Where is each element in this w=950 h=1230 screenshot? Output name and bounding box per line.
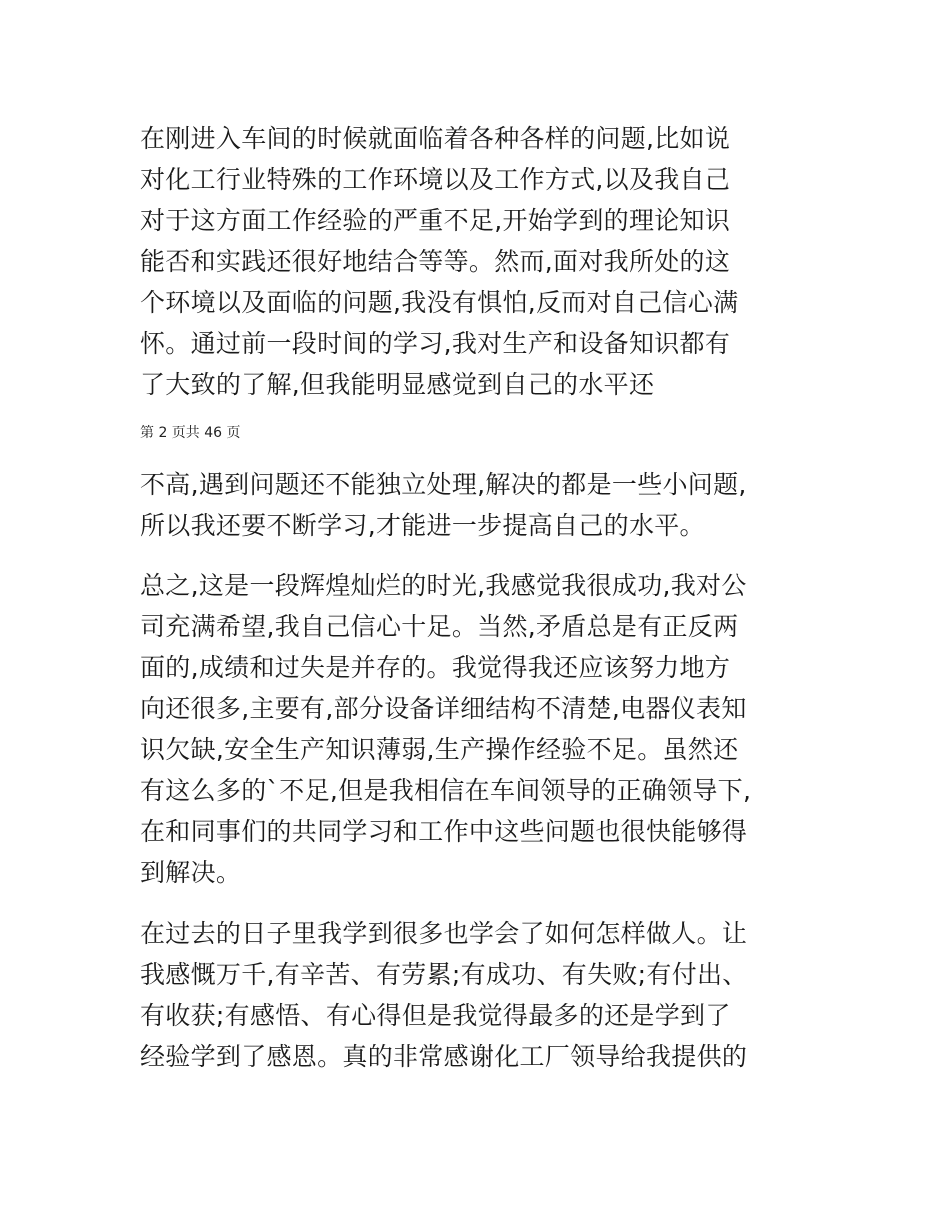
text-line: 了大致的了解,但我能明显感觉到自己的水平还 (140, 370, 655, 399)
text-line: 面的,成绩和过失是并存的。我觉得我还应该努力地方 (140, 653, 731, 682)
text-line: 经验学到了感恩。真的非常感谢化工厂领导给我提供的 (140, 1042, 748, 1071)
text-line: 总之,这是一段辉煌灿烂的时光,我感觉我很成功,我对公 (140, 571, 747, 600)
text-line: 所以我还要不断学习,才能进一步提高自己的水平。 (140, 511, 705, 540)
text-line: 在刚进入车间的时候就面临着各种各样的问题,比如说 (140, 124, 731, 153)
text-line: 我感慨万千,有辛苦、有劳累;有成功、有失败;有付出、 (140, 960, 748, 989)
text-line: 在过去的日子里我学到很多也学会了如何怎样做人。让 (140, 919, 748, 948)
text-line: 对于这方面工作经验的严重不足,开始学到的理论知识 (140, 206, 731, 235)
text-line: 怀。通过前一段时间的学习,我对生产和设备知识都有 (140, 329, 731, 358)
paragraph-continuation (140, 464, 820, 546)
text-line: 向还很多,主要有,部分设备详细结构不清楚,电器仪表知 (140, 694, 747, 723)
text-line: 对化工行业特殊的工作环境以及工作方式,以及我自己 (140, 165, 731, 194)
text-line: 不高,遇到问题还不能独立处理,解决的都是一些小问题, (140, 470, 747, 499)
text-line: 个环境以及面临的问题,我没有惧怕,反而对自己信心满 (140, 288, 739, 317)
text-line: 有收获;有感悟、有心得但是我觉得最多的还是学到了 (140, 1001, 731, 1030)
paragraph-summary (140, 565, 820, 893)
text-line: 司充满希望,我自己信心十足。当然,矛盾总是有正反两 (140, 612, 739, 641)
text-line: 有这么多的`不足,但是我相信在车间领导的正确领导下, (140, 776, 752, 805)
text-line: 在和同事们的共同学习和工作中这些问题也很快能够得 (140, 817, 748, 846)
text-line: 能否和实践还很好地结合等等。然而,面对我所处的这 (140, 247, 731, 276)
page-number-footer: 第 2 页共 46 页 (140, 425, 241, 441)
paragraph-workshop-start (140, 118, 820, 405)
text-line: 识欠缺,安全生产知识薄弱,生产操作经验不足。虽然还 (140, 735, 739, 764)
paragraph-gratitude (140, 913, 820, 1077)
text-line: 到解决。 (140, 858, 242, 887)
